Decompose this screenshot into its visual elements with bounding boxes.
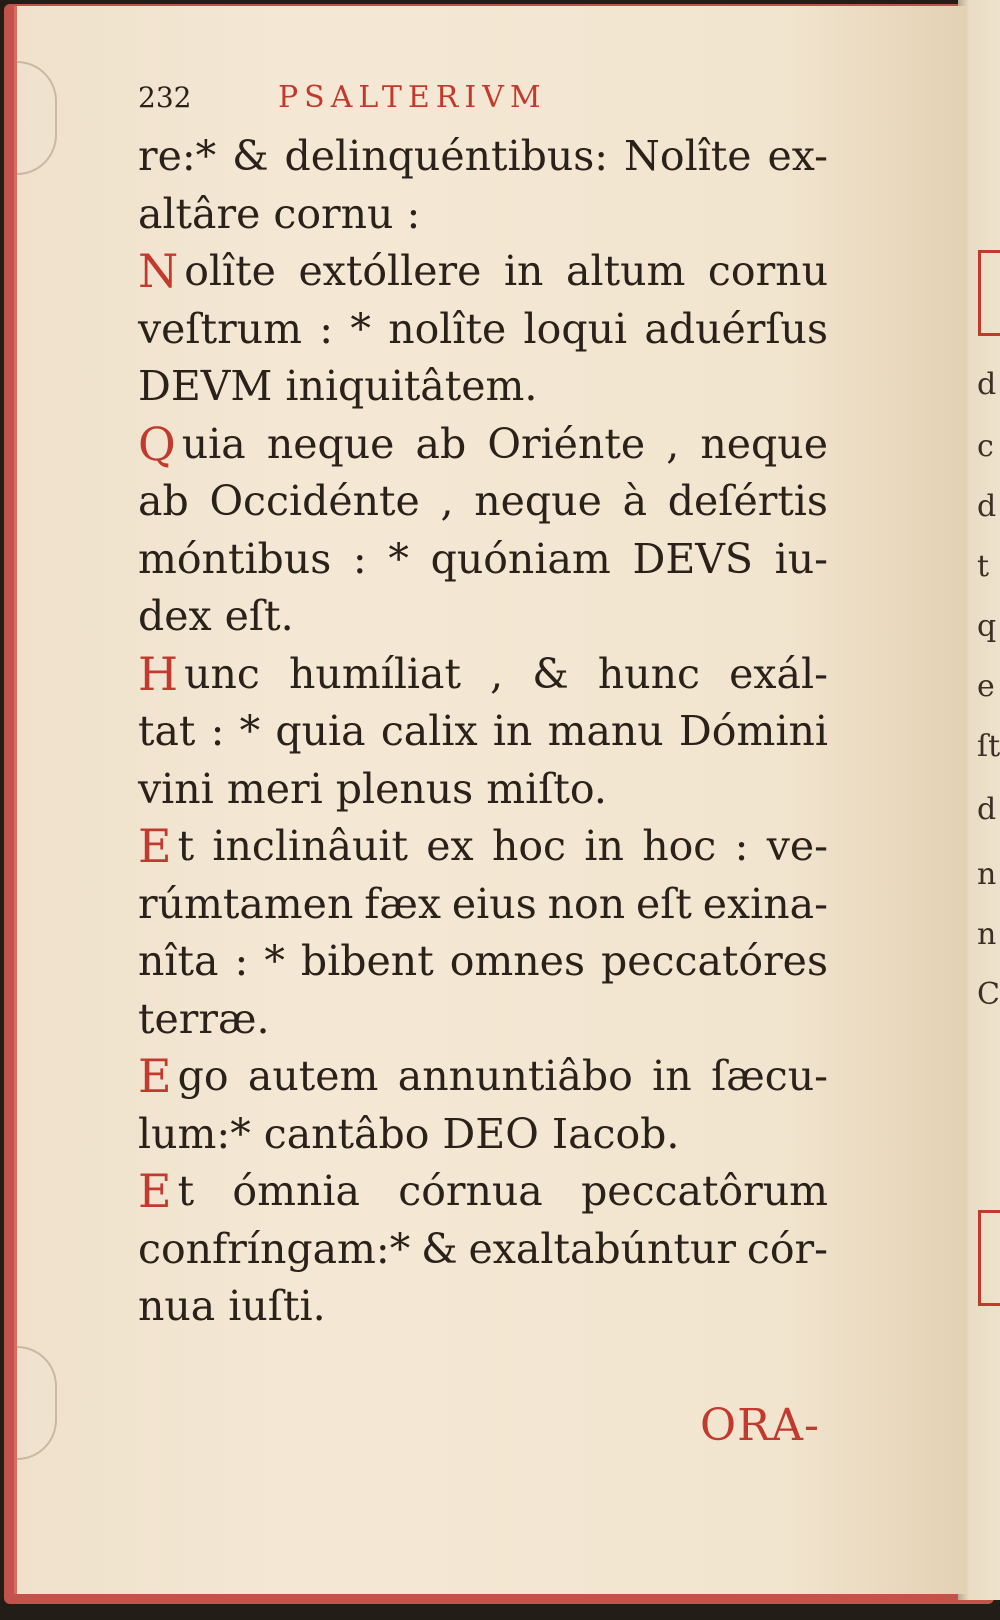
catchword: ORA-	[700, 1400, 820, 1451]
rubricated-initial: N	[138, 244, 179, 298]
line-text: lum:* cantâbo DEO Iacob.	[138, 1109, 680, 1158]
line-text: móntibus : * quóniam DEVS iu-	[138, 534, 828, 583]
line-text: nîta : * bibent omnes peccatóres	[138, 937, 828, 985]
folio-number: 232	[138, 81, 192, 114]
facing-rubric-initial	[978, 1210, 1000, 1306]
text-line	[138, 1221, 828, 1279]
line-text: veſtrum : * nolîte loqui aduérſus	[138, 304, 828, 353]
facing-fragment: d	[977, 489, 997, 524]
facing-fragment: C	[977, 977, 1000, 1012]
text-line	[138, 1106, 828, 1164]
line-text: go autem annuntiâbo in ſæcu-	[177, 1052, 828, 1100]
rubricated-initial: E	[138, 1049, 172, 1103]
rubricated-initial: E	[138, 1164, 172, 1218]
line-text: ab Occidénte , neque à deſértis	[138, 477, 828, 525]
line-text: t inclinâuit ex hoc in hoc : ve-	[177, 822, 828, 870]
text-line	[138, 473, 828, 531]
line-text: DEVM iniquitâtem.	[138, 362, 538, 410]
line-text: rúmtamen fæx eius non eſt exina-	[138, 879, 828, 928]
text-line	[138, 703, 828, 761]
facing-fragment: d	[977, 367, 997, 402]
line-text: unc humíliat , & hunc exál-	[184, 649, 828, 698]
facing-fragment: n	[977, 917, 997, 952]
line-text: dex eſt.	[138, 592, 294, 640]
text-line	[138, 186, 828, 244]
facing-rubric-initial	[978, 250, 1000, 336]
rubricated-initial: H	[138, 646, 179, 701]
line-text: olîte extóllere in altum cornu	[184, 247, 828, 295]
facing-fragment: q	[977, 609, 997, 644]
text-line	[138, 761, 828, 819]
facing-fragment: n	[977, 857, 997, 892]
running-title: PSALTERIVM	[278, 80, 547, 115]
line-text: re:* & delinquéntibus: Nolîte ex-	[138, 132, 828, 180]
line-text: t ómnia córnua peccatôrum	[177, 1167, 828, 1215]
line-text: altâre cornu :	[138, 189, 421, 238]
text-line	[138, 416, 828, 474]
line-text: tat : * quia calix in manu Dómini	[138, 707, 828, 755]
paper-clip-bottom	[17, 1346, 57, 1460]
text-line	[138, 531, 828, 589]
facing-fragment: d	[977, 792, 997, 827]
line-text: nua iuſti.	[138, 1282, 326, 1330]
facing-fragment: e	[977, 669, 995, 704]
text-line	[138, 358, 828, 416]
line-text: uia neque ab Oriénte , neque	[181, 419, 828, 468]
text-line	[138, 128, 828, 186]
text-line	[138, 301, 828, 359]
line-text: terræ.	[138, 994, 270, 1043]
facing-fragment: t	[977, 549, 990, 584]
text-line	[138, 1048, 828, 1106]
text-line	[138, 1163, 828, 1221]
text-line	[138, 646, 828, 704]
text-line	[138, 933, 828, 991]
paper-clip-top	[17, 61, 57, 175]
psalm-text	[138, 128, 828, 1336]
line-text: confríngam:* & exaltabúntur cór-	[138, 1224, 828, 1273]
text-line	[138, 1278, 828, 1336]
rubricated-initial: Q	[138, 416, 176, 471]
text-line	[138, 243, 828, 301]
page-header	[138, 80, 547, 130]
text-line	[138, 588, 828, 646]
facing-fragment: ſt	[977, 729, 1000, 764]
text-line	[138, 991, 828, 1049]
text-line	[138, 818, 828, 876]
rubricated-initial: E	[138, 819, 172, 873]
facing-fragment: c	[977, 429, 994, 464]
line-text: vini meri plenus miſto.	[138, 764, 607, 813]
text-line	[138, 876, 828, 934]
